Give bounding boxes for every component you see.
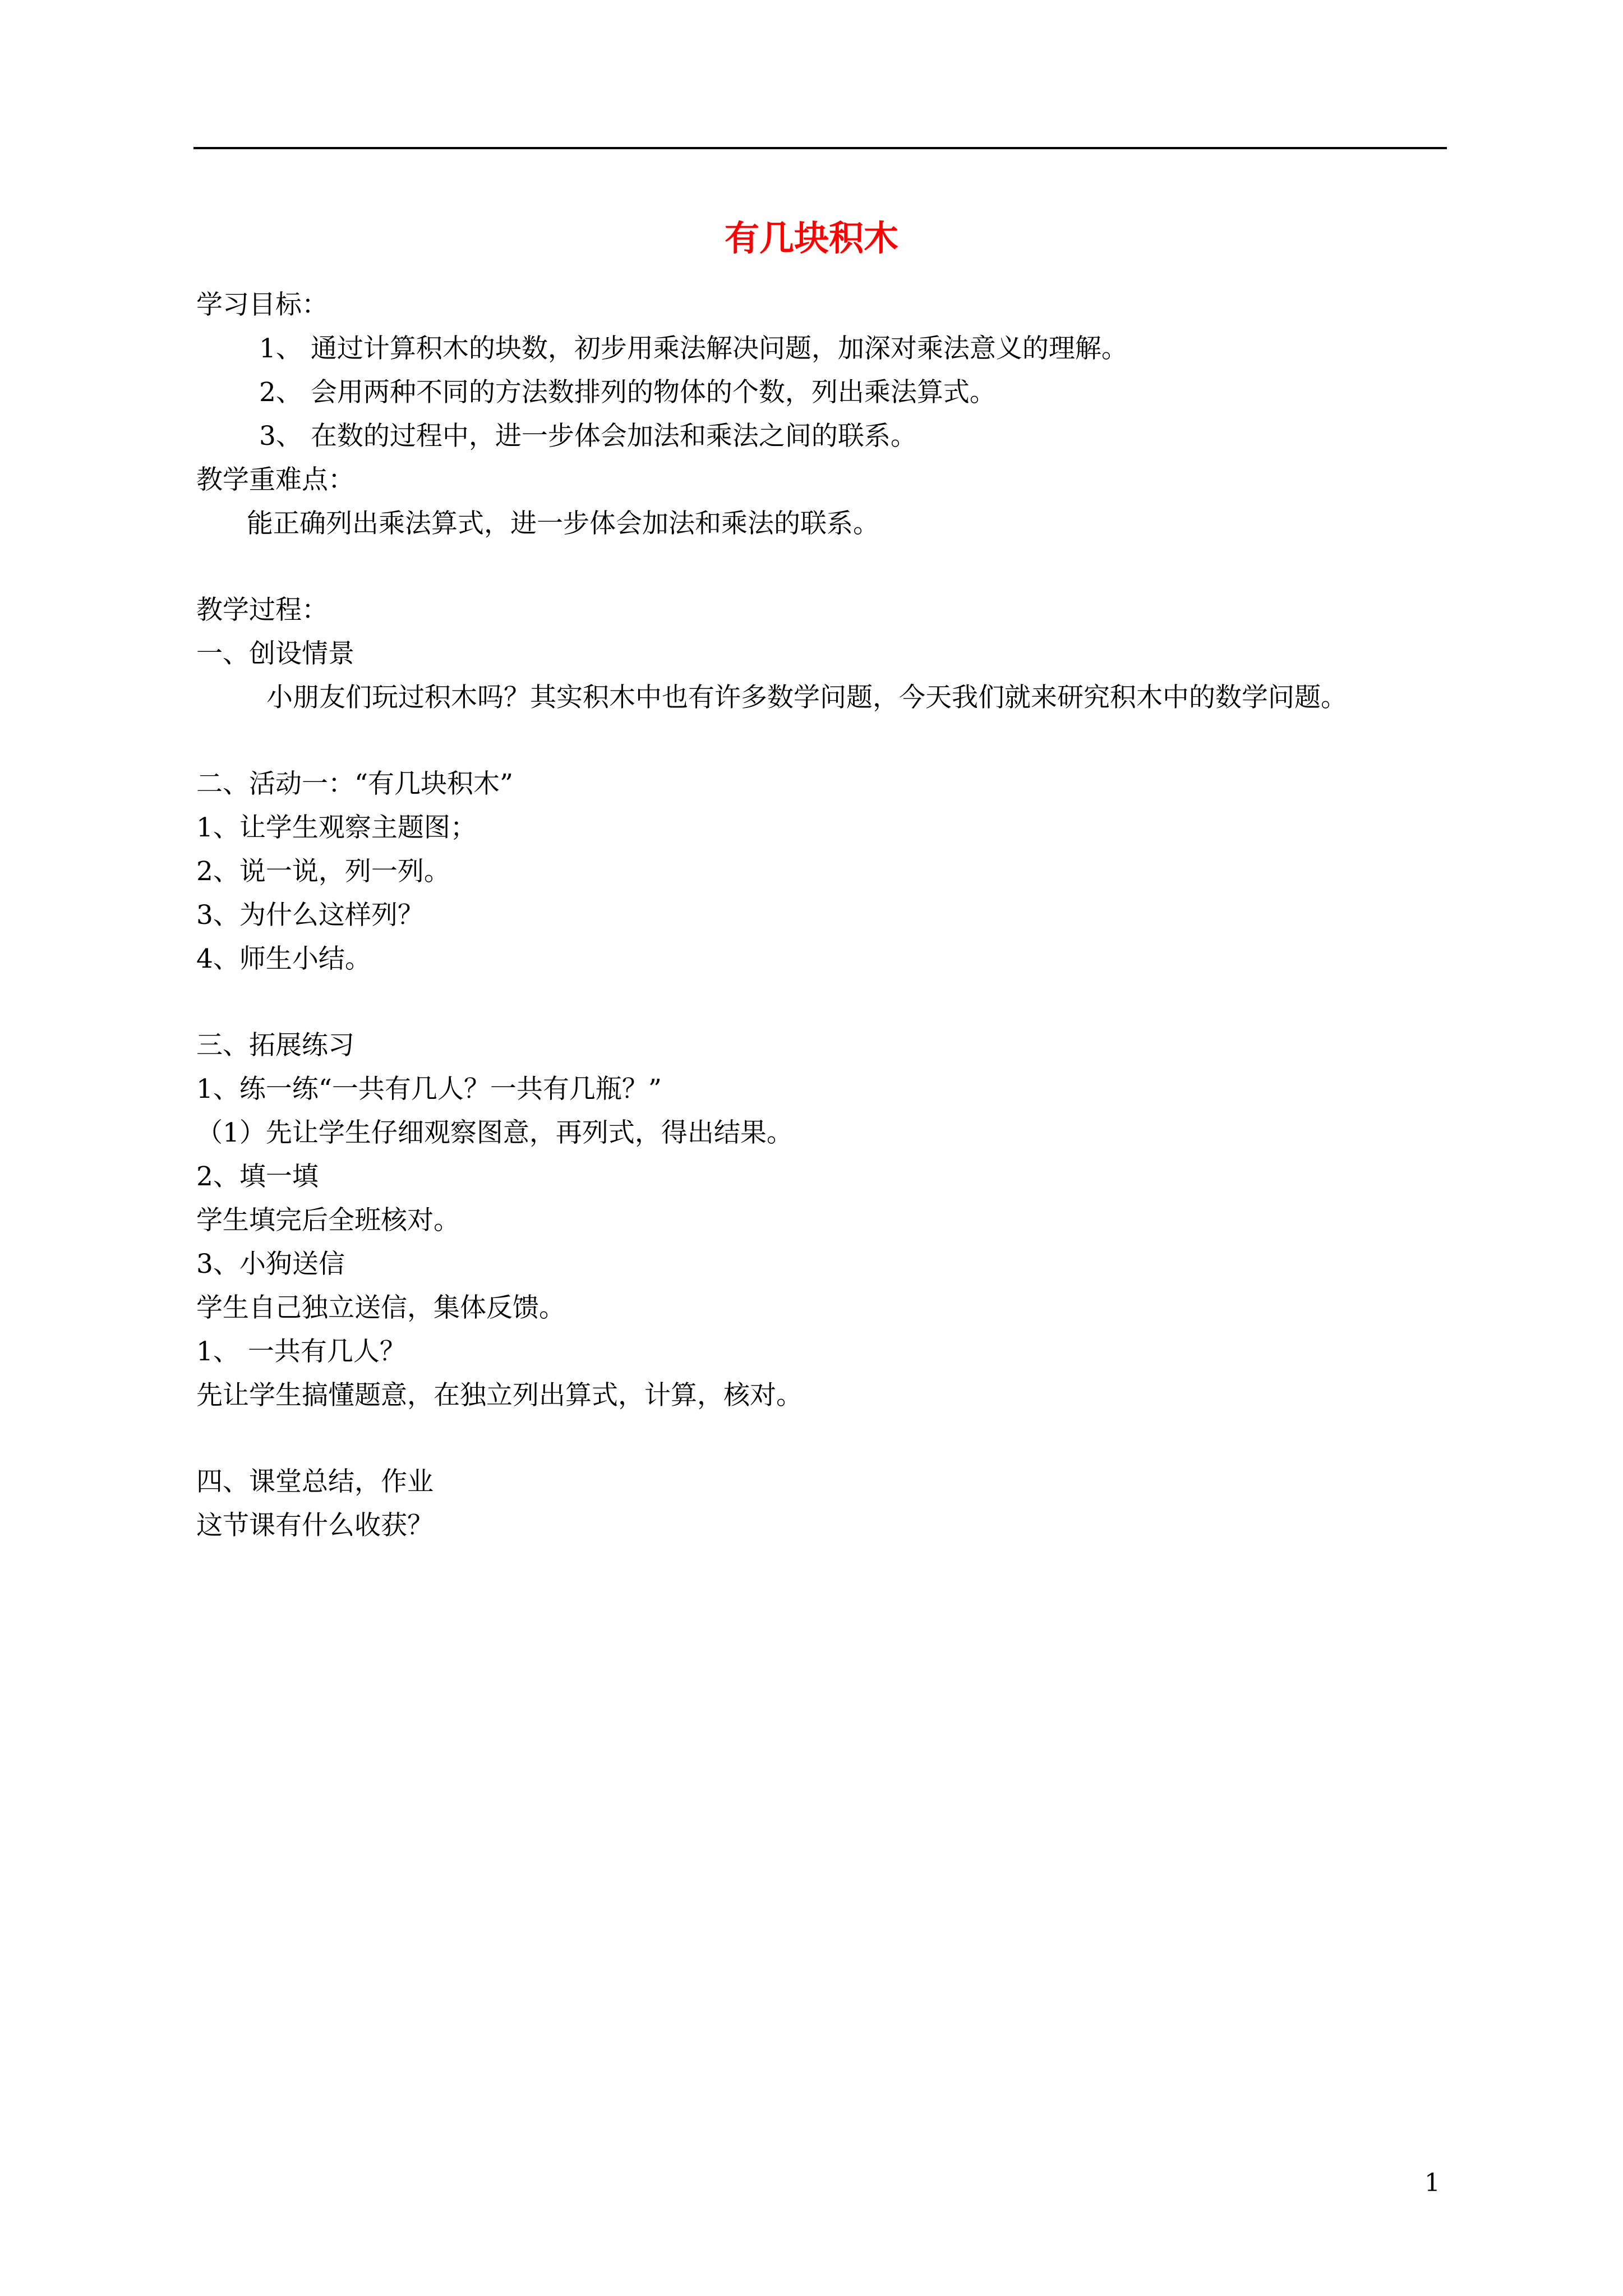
section-3-line: 3、小狗送信 xyxy=(196,1249,345,1280)
section-3-line: 学生自己独立送信，集体反馈。 xyxy=(196,1292,565,1323)
section-2-line: 4、师生小结。 xyxy=(196,944,371,974)
spacer xyxy=(196,720,1453,762)
section-3-line: 先让学生搞懂题意，在独立列出算式，计算，核对。 xyxy=(196,1380,803,1411)
document-title: 有几块积木 xyxy=(724,218,898,259)
section-3-line: 1、练一练“一共有几人？一共有几瓶？” xyxy=(196,1074,662,1105)
objective-item-1: 1、 通过计算积木的块数，初步用乘法解决问题，加深对乘法意义的理解。 xyxy=(259,333,1128,364)
section-4-text: 这节课有什么收获？ xyxy=(196,1510,434,1541)
spacer xyxy=(196,981,1453,1024)
section-3-line: （1）先让学生仔细观察图意，再列式，得出结果。 xyxy=(196,1117,793,1148)
section-1-text: 小朋友们玩过积木吗？其实积木中也有许多数学问题，今天我们就来研究积木中的数学问题。 xyxy=(266,682,1347,713)
key-points-text: 能正确列出乘法算式，进一步体会加法和乘法的联系。 xyxy=(247,508,879,539)
header-rule xyxy=(193,147,1447,149)
document-body xyxy=(196,283,1453,1548)
section-3-line: 1、 一共有几人？ xyxy=(196,1336,406,1367)
section-3-line: 学生填完后全班核对。 xyxy=(196,1205,460,1236)
process-heading: 教学过程： xyxy=(196,595,328,625)
spacer xyxy=(196,1418,1453,1460)
objectives-heading: 学习目标： xyxy=(196,289,328,320)
key-points-heading: 教学重难点： xyxy=(196,464,354,495)
section-1-heading: 一、创设情景 xyxy=(196,638,354,669)
section-2-line: 2、说一说，列一列。 xyxy=(196,856,450,887)
section-3-heading: 三、拓展练习 xyxy=(196,1030,354,1061)
page-number: 1 xyxy=(1424,2169,1440,2197)
section-2-line: 1、让学生观察主题图； xyxy=(196,812,477,843)
objective-item-3: 3、 在数的过程中，进一步体会加法和乘法之间的联系。 xyxy=(259,421,917,452)
section-2-heading: 二、活动一：“有几块积木” xyxy=(196,769,514,799)
objective-item-2: 2、 会用两种不同的方法数排列的物体的个数，列出乘法算式。 xyxy=(259,377,996,408)
section-4-heading: 四、课堂总结，作业 xyxy=(196,1466,434,1497)
spacer xyxy=(196,546,1453,588)
section-3-line: 2、填一填 xyxy=(196,1161,319,1192)
section-2-line: 3、为什么这样列？ xyxy=(196,900,424,931)
